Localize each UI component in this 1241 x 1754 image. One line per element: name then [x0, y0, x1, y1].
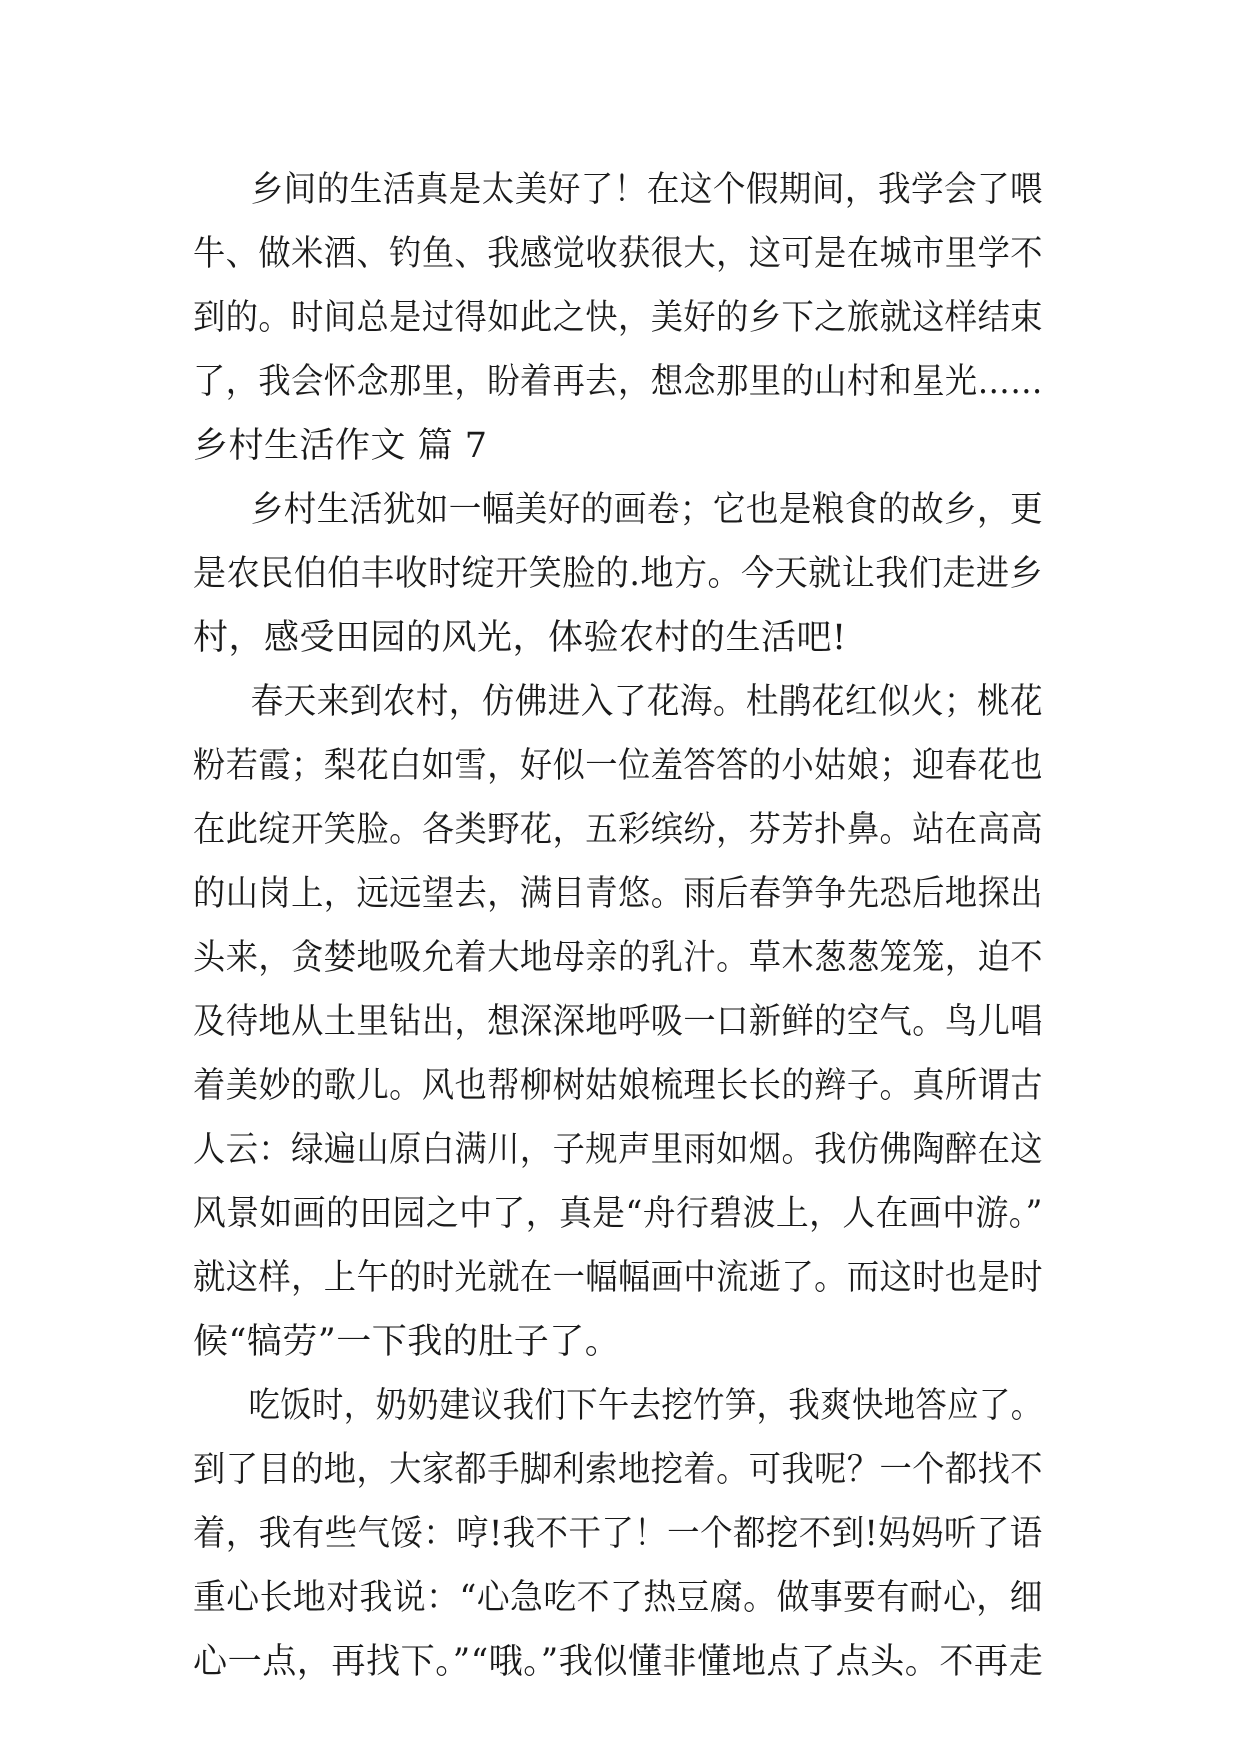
text-line: 到的。时间总是过得如此之快，美好的乡下之旅就这样结束	[193, 298, 1044, 338]
text-line: 到了目的地，大家都手脚利索地挖着。可我呢？一个都找不	[193, 1450, 1044, 1490]
text-line: 人云：绿遍山原白满川，子规声里雨如烟。我仿佛陶醉在这	[193, 1130, 1044, 1170]
text-line: 吃饭时，奶奶建议我们下午去挖竹笋，我爽快地答应了。	[248, 1386, 1043, 1426]
section-heading: 乡村生活作文 篇 7	[193, 426, 488, 466]
text-line: 春天来到农村，仿佛进入了花海。杜鹃花红似火；桃花	[250, 682, 1044, 722]
essay-text	[193, 158, 1043, 1694]
text-line: 牛、做米酒、钓鱼、我感觉收获很大，这可是在城市里学不	[193, 234, 1044, 274]
text-line: 着，我有些气馁：哼!我不干了！一个都挖不到!妈妈听了语	[193, 1514, 1043, 1554]
text-line: 心一点，再找下。”“哦。”我似懂非懂地点了点头。不再走	[193, 1642, 1044, 1682]
text-line: 候“犒劳”一下我的肚子了。	[193, 1322, 621, 1362]
text-line: 头来，贪婪地吸允着大地母亲的乳汁。草木葱葱笼笼，迫不	[193, 938, 1044, 978]
text-line: 就这样，上午的时光就在一幅幅画中流逝了。而这时也是时	[193, 1258, 1044, 1298]
text-line: 了，我会怀念那里，盼着再去，想念那里的山村和星光……	[193, 362, 1044, 402]
text-line: 村，感受田园的风光，体验农村的生活吧!	[193, 618, 847, 658]
text-line: 是农民伯伯丰收时绽开笑脸的.地方。今天就让我们走进乡	[193, 554, 1044, 594]
text-line: 粉若霞；梨花白如雪，好似一位羞答答的小姑娘；迎春花也	[193, 746, 1044, 786]
text-line: 及待地从土里钻出，想深深地呼吸一口新鲜的空气。鸟儿唱	[193, 1002, 1044, 1042]
text-line: 的山岗上，远远望去，满目青悠。雨后春笋争先恐后地探出	[193, 874, 1044, 914]
text-line: 在此绽开笑脸。各类野花，五彩缤纷，芬芳扑鼻。站在高高	[193, 810, 1044, 850]
text-line: 风景如画的田园之中了，真是“舟行碧波上，人在画中游。”	[193, 1194, 1043, 1234]
text-line: 着美妙的歌儿。风也帮柳树姑娘梳理长长的辫子。真所谓古	[193, 1066, 1044, 1106]
text-line: 乡村生活犹如一幅美好的画卷；它也是粮食的故乡，更	[250, 490, 1044, 530]
text-line: 乡间的生活真是太美好了！在这个假期间，我学会了喂	[250, 170, 1044, 210]
text-line: 重心长地对我说：“心急吃不了热豆腐。做事要有耐心，细	[193, 1578, 1043, 1618]
